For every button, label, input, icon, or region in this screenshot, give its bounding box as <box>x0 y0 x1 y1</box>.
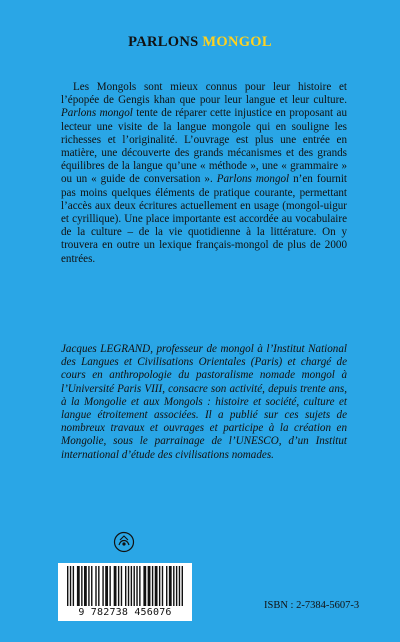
barcode-bar <box>77 566 80 606</box>
barcode-bar <box>179 566 180 606</box>
title-part-parlons: PARLONS <box>128 34 199 50</box>
barcode-bar <box>176 566 177 606</box>
barcode-bar <box>67 566 68 606</box>
barcode-bar <box>169 566 172 606</box>
barcode-bar <box>166 566 167 606</box>
barcode-bar <box>114 566 117 606</box>
blurb-italic-title-1: Parlons mongol <box>61 107 133 120</box>
barcode-bar <box>173 566 174 606</box>
barcode-bar <box>84 566 87 606</box>
author-bio-text: Jacques LEGRAND, professeur de mongol à l’Institut National des Langues et Civilisations Orientales (Paris) et chargé de cours en anthropologie du pastoralisme nomade mongol à l’Université Paris VIII, consacre son activité, depuis trente ans, à la Mongolie et aux Mongols : histoire et société, culture et langue étroitement associées. Il a publié sur ces sujets de nombreux travaux et ouvrages et participe à la création en Mongolie, sous le parrainage de l’UNESCO, d’un Institut international d’étude des civilisations nomades. <box>61 343 347 461</box>
barcode-bar <box>95 566 96 606</box>
barcode-bar <box>133 566 134 606</box>
publisher-logo-icon <box>113 531 135 553</box>
barcode-bar <box>73 566 74 606</box>
blurb-sentence-3: n’en fournit pas moins quelques éléments de pratique courante, permettant l’accès aux deux écritures actuellement en usage (mongol-uigur et cyrillique). Une place importante est accordée au vocabulaire de la culture – de la vie quotidienne à la littérature. On y trouvera en outre un lexique français-mongol de plus de 2000 entrées. <box>61 173 347 265</box>
barcode-bar <box>155 566 158 606</box>
blurb-sentence-1: Les Mongols sont mieux connus pour leur histoire et l’épopée de Gengis khan que pour leur langue et leur culture. <box>61 81 347 107</box>
barcode-bar <box>81 566 82 606</box>
barcode-bar <box>152 566 153 606</box>
barcode-bar <box>102 566 103 606</box>
barcode-bar <box>128 566 129 606</box>
isbn-number: ISBN : 2-7384-5607-3 <box>264 600 360 611</box>
title-part-mongol: MONGOL <box>202 34 272 50</box>
barcode-bar <box>88 566 89 606</box>
book-title <box>0 34 400 51</box>
barcode-bar <box>121 566 122 606</box>
author-bio <box>61 343 347 462</box>
barcode-bar <box>159 566 160 606</box>
barcode-bar <box>105 566 108 606</box>
barcode-bar <box>109 566 110 606</box>
barcode-bar <box>143 566 146 606</box>
barcode-bar <box>125 566 126 606</box>
barcode-bar <box>91 566 92 606</box>
barcode-bar <box>118 566 119 606</box>
barcode-digits: 9 782738 456076 <box>78 607 172 618</box>
barcode-bar <box>148 566 151 606</box>
barcode-bar <box>139 566 140 606</box>
barcode-bar <box>182 566 183 606</box>
blurb-italic-title-2: Parlons mongol <box>216 173 290 186</box>
barcode-bar <box>162 566 163 606</box>
barcode-bar <box>98 566 99 606</box>
blurb-paragraph <box>61 81 347 266</box>
barcode-bars <box>67 566 183 606</box>
barcode-bar <box>70 566 71 606</box>
blurb-sentence-2: tente de réparer cette injustice en proposant au lecteur une visite de la langue mongole qui en souligne les richesses et l’originalité. L’ouvrage est plus une entrée en matière, une découverte des grands mécanismes et des grands équilibres de la langue qu’une « méthode », une « grammaire » ou un « guide de conversation ». <box>61 107 347 186</box>
barcode <box>58 563 192 621</box>
barcode-bar <box>136 566 137 606</box>
barcode-bar <box>131 566 132 606</box>
